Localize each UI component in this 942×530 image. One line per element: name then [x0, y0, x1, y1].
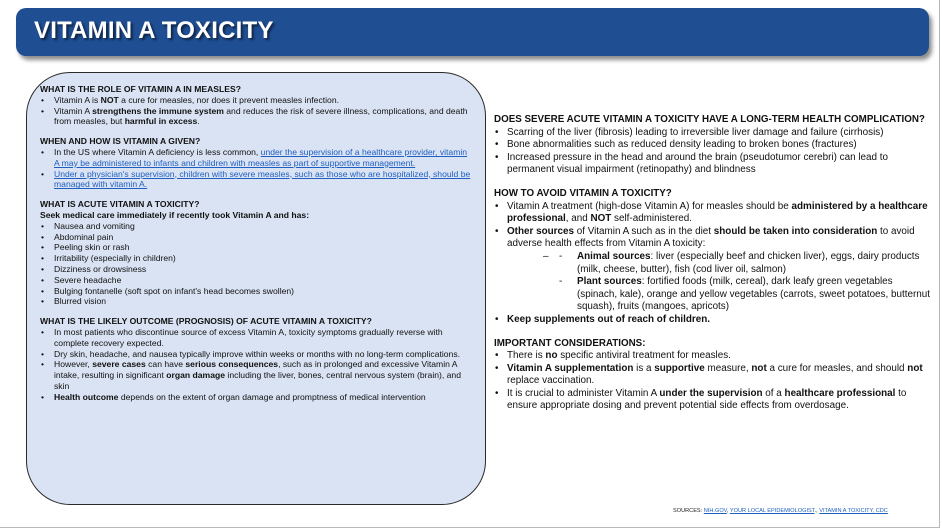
symptom-list: [40, 221, 474, 307]
plant-sources-item: - Plant sources: fortified foods (milk, cereal), dark leafy green vegetables (spinach, kale), orange and yellow vegetables (carrots, sweet potatoes, butternut squash), fruits (mangoes, apricots): [559, 276, 930, 313]
when-list: [40, 147, 474, 190]
role-item-1: • Vitamin A is NOT a cure for measles, nor does it prevent measles infection.: [40, 95, 474, 106]
source-link-cdc[interactable]: VITAMIN A TOXICITY, CDC: [819, 508, 888, 514]
longterm-item: • Scarring of the liver (fibrosis) leading to irreversible liver damage and failure (cirrhosis): [494, 127, 934, 140]
longterm-heading: DOES SEVERE ACUTE VITAMIN A TOXICITY HAVE A LONG-TERM HEALTH COMPLICATION?: [494, 114, 925, 125]
symptom-item: • Irritability (especially in children): [40, 253, 474, 264]
acute-heading: WHAT IS ACUTE VITAMIN A TOXICITY?: [40, 199, 200, 210]
right-column: [494, 114, 934, 413]
symptom-item: • Abdominal pain: [40, 232, 474, 243]
important-item-3: • It is crucial to administer Vitamin A under the supervision of a healthcare professional to ensure appropriate dosing and prevent potential side effects from overdosage.: [494, 388, 934, 413]
when-item-1: • In the US where Vitamin A deficiency is less common, under the supervision of a healthcare provider, vitamin A may be administered to infants and children with measles as part of supportive management.: [40, 147, 474, 169]
sources-sublist: [507, 251, 934, 314]
title-banner: [16, 8, 929, 56]
source-link-nih[interactable]: NIH.GOV: [703, 508, 727, 514]
important-list: [494, 350, 934, 413]
avoid-item-1: • Vitamin A treatment (high-dose Vitamin A) for measles should be administered by a healthcare professional, and NOT self-administered.: [494, 201, 934, 226]
animal-sources-item: – - Animal sources: liver (especially beef and chicken liver), eggs, dairy products (milk, cheese, butter), fish (cod liver oil, salmon): [543, 250, 920, 275]
avoid-item-2: • Other sources of Vitamin A such as in the diet should be taken into consideration to avoid adverse health effects from Vitamin A toxicity: – - Animal sources: liver (especially beef and chicken liver), eggs, dairy products (milk, cheese, butter), fish (cod liver oil, salmon) - Plant sources: fortified foods (milk, cereal), dark leafy green vegetables (spinach, kale), orange and yellow vegetables (carrots, sweet potatoes, butternut squash), fruits (mangoes, apricots): [494, 226, 934, 314]
avoid-heading: HOW TO AVOID VITAMIN A TOXICITY?: [494, 187, 672, 199]
avoid-list: [494, 201, 934, 327]
supervision-link[interactable]: under the supervision of a healthcare provider, vitamin A may be administered to infants and children with measles as part of supportive management.: [54, 146, 468, 168]
important-item-2: • Vitamin A supplementation is a supportive measure, not a cure for measles, and should not replace vaccination.: [494, 363, 934, 388]
symptom-item: • Nausea and vomiting: [40, 221, 474, 232]
when-item-2: [40, 169, 474, 191]
longterm-list: [494, 127, 934, 177]
longterm-item: • Increased pressure in the head and around the brain (pseudotumor cerebri) can lead to permanent visual impairment (retinopathy) and blindness: [494, 152, 934, 177]
symptom-item: • Blurred vision: [40, 296, 474, 307]
source-link-epidemiologist[interactable]: YOUR LOCAL EPIDEMIOLOGIST: [729, 508, 815, 514]
symptom-item: • Dizziness or drowsiness: [40, 264, 474, 275]
sources-footer: SOURCES: NIH.GOV, YOUR LOCAL EPIDEMIOLOGIST., VITAMIN A TOXICITY, CDC: [673, 508, 888, 514]
symptom-item: • Bulging fontanelle (soft spot on infant's head becomes swollen): [40, 286, 474, 297]
outcome-item-4: • Health outcome depends on the extent of organ damage and promptness of medical intervention: [40, 392, 474, 403]
outcome-item-1: • In most patients who discontinue source of excess Vitamin A, toxicity symptoms gradually reverse with complete recovery expected.: [40, 327, 474, 349]
physician-link[interactable]: Under a physician's supervision, children with severe measles, such as those who are hospitalized, should be managed with vitamin A.: [54, 168, 471, 190]
outcome-heading: WHAT IS THE LIKELY OUTCOME (PROGNOSIS) OF ACUTE VITAMIN A TOXICITY?: [40, 316, 372, 327]
longterm-item: • Bone abnormalities such as reduced density leading to broken bones (fractures): [494, 139, 934, 152]
role-heading: WHAT IS THE ROLE OF VITAMIN A IN MEASLES?: [40, 84, 241, 94]
outcome-list: [40, 327, 474, 403]
role-list: [40, 95, 474, 127]
avoid-item-3: • Keep supplements out of reach of children.: [494, 314, 934, 327]
when-heading: WHEN AND HOW IS VITAMIN A GIVEN?: [40, 136, 201, 147]
left-column: [40, 84, 474, 403]
page-title: VITAMIN A TOXICITY: [34, 17, 274, 44]
symptom-item: • Severe headache: [40, 275, 474, 286]
role-item-2: • Vitamin A strengthens the immune system and reduces the risk of severe illness, complications, and death from measles, but harmful in excess.: [40, 106, 474, 128]
important-item-1: • There is no specific antiviral treatment for measles.: [494, 350, 934, 363]
outcome-item-2: • Dry skin, headache, and nausea typically improve within weeks or months with no long-term complications.: [40, 349, 474, 360]
outcome-item-3: • However, severe cases can have serious consequences, such as in prolonged and excessive Vitamin A intake, resulting in significant organ damage including the liver, bones, central nervous system (brain), and skin: [40, 359, 474, 391]
acute-subheading: Seek medical care immediately if recently took Vitamin A and has:: [40, 209, 310, 220]
symptom-item: • Peeling skin or rash: [40, 242, 474, 253]
important-heading: IMPORTANT CONSIDERATIONS:: [494, 337, 646, 349]
